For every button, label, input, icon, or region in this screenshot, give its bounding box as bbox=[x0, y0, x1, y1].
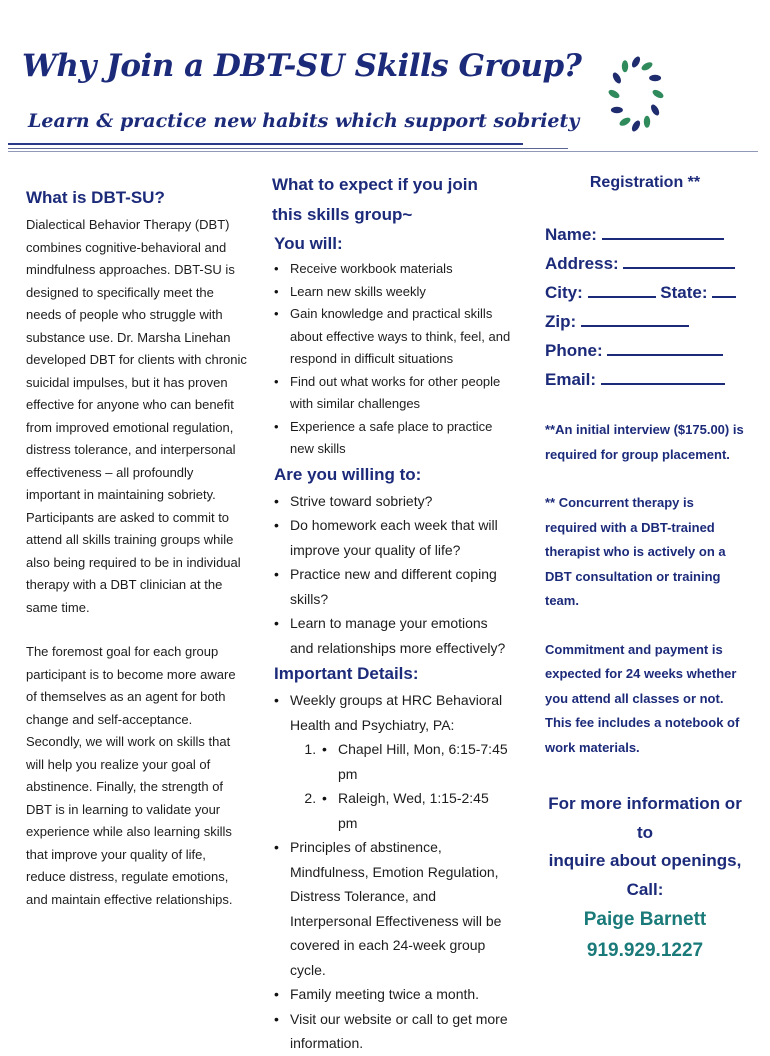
interview-fee-note: **An initial interview ($175.00) is required for group placement. bbox=[545, 422, 744, 462]
details-list bbox=[272, 688, 512, 1056]
city-label: City: bbox=[545, 283, 583, 302]
phone-blank[interactable] bbox=[607, 338, 723, 356]
registration-title: Registration ** bbox=[589, 174, 701, 191]
list-item: • Do homework each week that will improve your quality of life? bbox=[272, 513, 512, 562]
contact-line-2: inquire about openings, bbox=[548, 851, 742, 870]
logo-leaf bbox=[630, 55, 642, 69]
contact-phone[interactable]: 919.929.1227 bbox=[586, 940, 704, 961]
details-label: Important Details: bbox=[274, 664, 419, 683]
header-rule-long bbox=[8, 151, 758, 152]
logo-leaf bbox=[630, 119, 642, 133]
you-will-label: You will: bbox=[274, 234, 343, 253]
list-item: • Receive workbook materials bbox=[272, 258, 512, 281]
logo-leaf bbox=[640, 61, 654, 73]
logo-leaf bbox=[644, 116, 650, 128]
expect-heading: What to expect if you join this skills group~ bbox=[272, 175, 478, 224]
list-item: • Principles of abstinence, Mindfulness, Emotion Regulation, Distress Tolerance, and Interpersonal Effectiveness will be covered in each 24-week group cycle. bbox=[272, 835, 512, 982]
logo-leaf bbox=[622, 60, 628, 72]
address-label: Address: bbox=[545, 254, 619, 273]
list-item: • Find out what works for other people with similar challenges bbox=[272, 371, 512, 416]
state-label: State: bbox=[660, 283, 708, 302]
city-blank[interactable] bbox=[588, 280, 656, 298]
logo-leaf bbox=[649, 75, 661, 81]
what-is-column bbox=[26, 170, 248, 911]
address-field[interactable] bbox=[545, 249, 745, 278]
page-title: Why Join a DBT-SU Skills Group? bbox=[22, 48, 582, 84]
phone-field[interactable] bbox=[545, 336, 745, 365]
list-item: • Family meeting twice a month. bbox=[272, 982, 512, 1007]
registration-column bbox=[545, 170, 745, 966]
what-is-paragraph-1: Dialectical Behavior Therapy (DBT) combines cognitive-behavioral and mindfulness approaches. DBT-SU is designed to specifically meet the needs of people who struggle with substance use. Dr. Marsha Linehan developed DBT for clients with chronic suicidal impulses, but it has proven effective for anyone who can benefit from improved emotional regulation, distress tolerance, and interpersonal effectiveness – all profoundly important in maintaining sobriety. Participants are asked to commit to attend all skills training groups while also being required to be in individual therapy with a DBT clinician at the same time. bbox=[26, 217, 247, 615]
contact-name: Paige Barnett bbox=[583, 909, 707, 930]
you-will-list bbox=[272, 258, 512, 461]
email-label: Email: bbox=[545, 370, 597, 389]
circle-of-leaves-logo-icon bbox=[604, 52, 668, 136]
location-item: • 1. Chapel Hill, Mon, 6:15-7:45 pm bbox=[320, 737, 512, 786]
logo-leaf bbox=[651, 88, 665, 100]
name-blank[interactable] bbox=[602, 222, 724, 240]
state-blank[interactable] bbox=[712, 280, 736, 298]
what-is-heading: What is DBT-SU? bbox=[26, 188, 165, 207]
zip-field[interactable] bbox=[545, 307, 745, 336]
phone-label: Phone: bbox=[545, 341, 603, 360]
contact-line-1: For more information or to bbox=[548, 794, 742, 842]
willing-list bbox=[272, 489, 512, 661]
list-item: • Gain knowledge and practical skills about effective ways to think, feel, and respond in difficult situations bbox=[272, 303, 512, 371]
list-item: • Learn to manage your emotions and relationships more effectively? bbox=[272, 611, 512, 660]
list-item: • Strive toward sobriety? bbox=[272, 489, 512, 514]
city-state-field[interactable] bbox=[545, 278, 745, 307]
logo-leaf bbox=[611, 71, 623, 85]
zip-label: Zip: bbox=[545, 312, 577, 331]
address-blank[interactable] bbox=[623, 251, 735, 269]
email-blank[interactable] bbox=[601, 367, 725, 385]
expect-column bbox=[272, 170, 512, 1056]
list-item: • Practice new and different coping skills? bbox=[272, 562, 512, 611]
list-item bbox=[272, 688, 512, 835]
commitment-note: Commitment and payment is expected for 24 weeks whether you attend all classes or not. This fee includes a notebook of work materials. bbox=[545, 641, 740, 755]
zip-blank[interactable] bbox=[581, 309, 689, 327]
concurrent-therapy-note: ** Concurrent therapy is required with a DBT-trained therapist who is actively on a DBT consultation or training team. bbox=[545, 495, 726, 608]
location-item: • 2. Raleigh, Wed, 1:15-2:45 pm bbox=[320, 786, 512, 835]
list-item: • Learn new skills weekly bbox=[272, 281, 512, 304]
logo-leaf bbox=[607, 88, 621, 100]
name-field[interactable] bbox=[545, 220, 745, 249]
logo-leaf bbox=[611, 107, 623, 113]
contact-line-3: Call: bbox=[626, 879, 664, 899]
header-rule bbox=[8, 143, 523, 145]
email-field[interactable] bbox=[545, 365, 745, 394]
list-item: • Visit our website or call to get more information. bbox=[272, 1007, 512, 1056]
details-weekly-groups: Weekly groups at HRC Behavioral Health and Psychiatry, PA: bbox=[290, 692, 503, 733]
logo-leaf bbox=[649, 103, 661, 117]
locations-list bbox=[290, 737, 512, 835]
willing-label: Are you willing to: bbox=[274, 464, 422, 484]
page-subtitle: Learn & practice new habits which support sobriety bbox=[28, 110, 580, 132]
logo-leaf bbox=[618, 116, 632, 128]
list-item: • Experience a safe place to practice new skills bbox=[272, 416, 512, 461]
name-label: Name: bbox=[545, 225, 597, 244]
what-is-paragraph-2: The foremost goal for each group participant is to become more aware of themselves as an agent for both change and self-acceptance. Secondly, we will work on skills that will help you realize your goal of abstinence. Finally, the strength of DBT is in learning to validate your experience while also learning skills that improve your quality of life, reduce distress, regulate emotions, and maintain effective relationships. bbox=[26, 644, 236, 907]
header-rule-thin bbox=[8, 148, 568, 149]
contact-block bbox=[545, 790, 745, 966]
